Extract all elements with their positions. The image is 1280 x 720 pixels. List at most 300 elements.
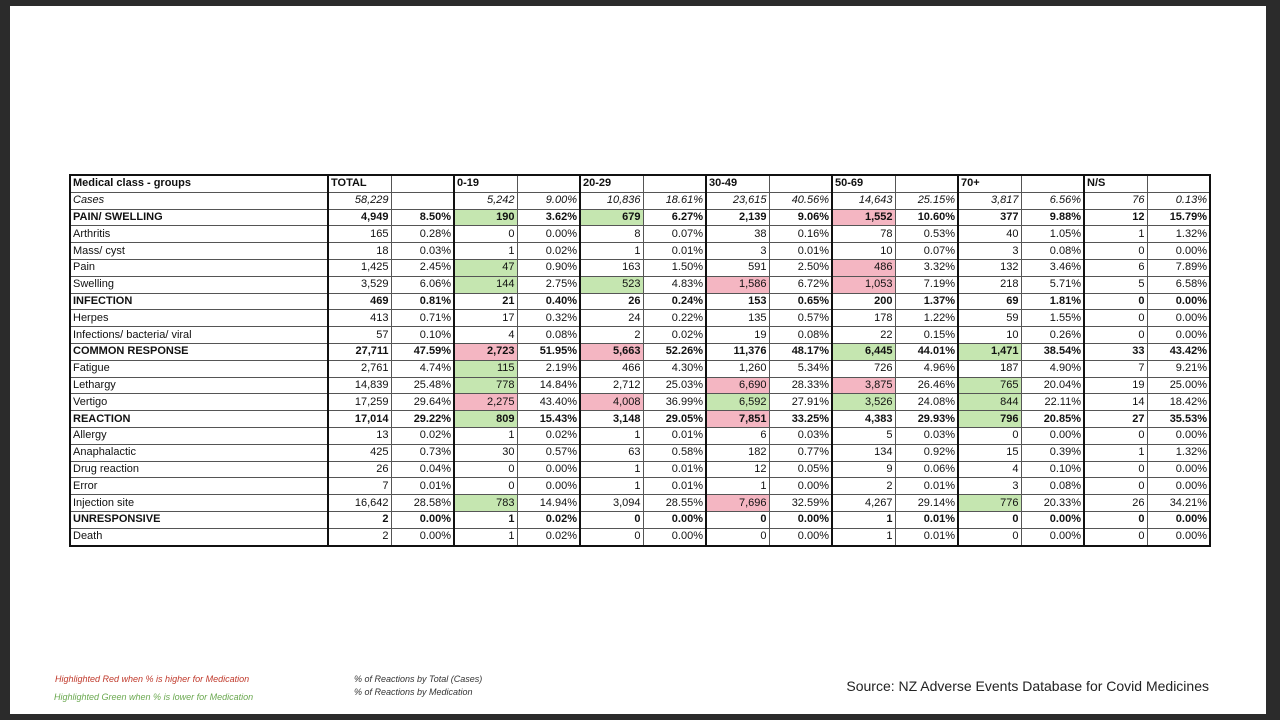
column-header [1021, 175, 1084, 192]
percent-cell: 0.65% [769, 293, 832, 310]
percent-cell: 1.32% [1147, 444, 1210, 461]
count-cell: 679 [580, 209, 643, 226]
count-cell: 0 [1084, 293, 1147, 310]
percent-cell: 52.26% [643, 343, 706, 360]
count-cell: 26 [580, 293, 643, 310]
row-label: PAIN/ SWELLING [70, 209, 328, 226]
percent-cell: 0.40% [517, 293, 580, 310]
percent-cell: 0.07% [643, 226, 706, 243]
column-header: TOTAL [328, 175, 391, 192]
count-cell: 783 [454, 495, 517, 512]
percent-cell: 0.00% [1147, 310, 1210, 327]
legend-red-note: Highlighted Red when % is higher for Medication [55, 674, 250, 684]
percent-cell: 29.64% [391, 394, 454, 411]
percent-cell: 44.01% [895, 343, 958, 360]
count-cell: 591 [706, 259, 769, 276]
percent-cell: 2.19% [517, 360, 580, 377]
column-header: N/S [1084, 175, 1147, 192]
percent-cell: 0.05% [769, 461, 832, 478]
percent-cell: 25.00% [1147, 377, 1210, 394]
count-cell: 1 [832, 528, 895, 545]
count-cell: 8 [580, 226, 643, 243]
percent-cell: 4.90% [1021, 360, 1084, 377]
percent-cell: 7.19% [895, 276, 958, 293]
count-cell: 12 [1084, 209, 1147, 226]
count-cell: 5 [1084, 276, 1147, 293]
count-cell: 776 [958, 495, 1021, 512]
table-row [70, 310, 1210, 327]
count-cell: 765 [958, 377, 1021, 394]
percent-cell: 29.14% [895, 495, 958, 512]
column-header [769, 175, 832, 192]
table-row [70, 276, 1210, 293]
count-cell: 2 [580, 327, 643, 344]
row-label: Cases [70, 192, 328, 209]
count-cell: 23,615 [706, 192, 769, 209]
count-cell: 57 [328, 327, 391, 344]
count-cell: 163 [580, 259, 643, 276]
column-header [643, 175, 706, 192]
count-cell: 63 [580, 444, 643, 461]
percent-cell: 5.34% [769, 360, 832, 377]
count-cell: 6,445 [832, 343, 895, 360]
table-row [70, 360, 1210, 377]
count-cell: 190 [454, 209, 517, 226]
count-cell: 134 [832, 444, 895, 461]
percent-cell: 36.99% [643, 394, 706, 411]
percent-cell: 2.45% [391, 259, 454, 276]
percent-cell: 51.95% [517, 343, 580, 360]
table-row [70, 411, 1210, 428]
percent-cell: 14.94% [517, 495, 580, 512]
count-cell: 4 [454, 327, 517, 344]
table-row [70, 226, 1210, 243]
count-cell: 3 [958, 478, 1021, 495]
percent-cell: 34.21% [1147, 495, 1210, 512]
percent-cell: 0.00% [1147, 327, 1210, 344]
percent-cell: 0.24% [643, 293, 706, 310]
percent-cell: 43.42% [1147, 343, 1210, 360]
column-header-label: Medical class - groups [70, 175, 328, 192]
legend-pct-total-note: % of Reactions by Total (Cases) [354, 674, 483, 684]
count-cell: 413 [328, 310, 391, 327]
percent-cell: 0.57% [517, 444, 580, 461]
count-cell: 7 [328, 478, 391, 495]
percent-cell: 0.00% [1021, 528, 1084, 545]
table-row [70, 243, 1210, 260]
count-cell: 0 [958, 427, 1021, 444]
percent-cell: 0.00% [391, 511, 454, 528]
percent-cell: 0.02% [517, 427, 580, 444]
count-cell: 1 [454, 528, 517, 545]
count-cell: 69 [958, 293, 1021, 310]
row-label: Error [70, 478, 328, 495]
row-label: UNRESPONSIVE [70, 511, 328, 528]
percent-cell: 26.46% [895, 377, 958, 394]
row-label: Herpes [70, 310, 328, 327]
count-cell: 1,053 [832, 276, 895, 293]
count-cell: 17,014 [328, 411, 391, 428]
percent-cell: 29.93% [895, 411, 958, 428]
count-cell: 2,139 [706, 209, 769, 226]
percent-cell: 0.00% [769, 478, 832, 495]
count-cell: 2,712 [580, 377, 643, 394]
count-cell: 4,267 [832, 495, 895, 512]
count-cell: 0 [1084, 310, 1147, 327]
percent-cell: 0.00% [769, 528, 832, 545]
count-cell: 0 [454, 226, 517, 243]
count-cell: 844 [958, 394, 1021, 411]
percent-cell: 1.81% [1021, 293, 1084, 310]
count-cell: 469 [328, 293, 391, 310]
percent-cell: 0.00% [1021, 511, 1084, 528]
count-cell: 0 [1084, 528, 1147, 545]
count-cell: 0 [1084, 427, 1147, 444]
percent-cell: 2.50% [769, 259, 832, 276]
count-cell: 9 [832, 461, 895, 478]
count-cell: 523 [580, 276, 643, 293]
count-cell: 78 [832, 226, 895, 243]
percent-cell: 0.04% [391, 461, 454, 478]
column-header: 50-69 [832, 175, 895, 192]
percent-cell: 0.73% [391, 444, 454, 461]
count-cell: 425 [328, 444, 391, 461]
percent-cell: 0.02% [517, 528, 580, 545]
count-cell: 33 [1084, 343, 1147, 360]
table-row [70, 427, 1210, 444]
count-cell: 144 [454, 276, 517, 293]
percent-cell: 0.13% [1147, 192, 1210, 209]
percent-cell: 0.71% [391, 310, 454, 327]
table-row [70, 478, 1210, 495]
row-label: Anaphalactic [70, 444, 328, 461]
count-cell: 165 [328, 226, 391, 243]
count-cell: 182 [706, 444, 769, 461]
percent-cell: 0.00% [517, 461, 580, 478]
count-cell: 1 [832, 511, 895, 528]
percent-cell: 0.00% [517, 226, 580, 243]
percent-cell: 1.55% [1021, 310, 1084, 327]
row-label: INFECTION [70, 293, 328, 310]
percent-cell: 20.04% [1021, 377, 1084, 394]
percent-cell: 14.84% [517, 377, 580, 394]
percent-cell: 47.59% [391, 343, 454, 360]
count-cell: 6,690 [706, 377, 769, 394]
percent-cell: 0.58% [643, 444, 706, 461]
percent-cell: 9.00% [517, 192, 580, 209]
count-cell: 7 [1084, 360, 1147, 377]
percent-cell: 0.06% [895, 461, 958, 478]
count-cell: 178 [832, 310, 895, 327]
count-cell: 1 [454, 511, 517, 528]
row-label: Injection site [70, 495, 328, 512]
percent-cell: 0.00% [1147, 511, 1210, 528]
count-cell: 778 [454, 377, 517, 394]
count-cell: 17 [454, 310, 517, 327]
count-cell: 5 [832, 427, 895, 444]
table-row [70, 327, 1210, 344]
percent-cell: 0.00% [391, 528, 454, 545]
count-cell: 14,643 [832, 192, 895, 209]
count-cell: 1 [454, 427, 517, 444]
percent-cell: 1.32% [1147, 226, 1210, 243]
row-label: Fatigue [70, 360, 328, 377]
count-cell: 0 [1084, 327, 1147, 344]
count-cell: 486 [832, 259, 895, 276]
percent-cell: 27.91% [769, 394, 832, 411]
percent-cell: 0.08% [517, 327, 580, 344]
count-cell: 115 [454, 360, 517, 377]
count-cell: 1 [454, 243, 517, 260]
percent-cell [391, 192, 454, 209]
percent-cell: 4.96% [895, 360, 958, 377]
percent-cell: 22.11% [1021, 394, 1084, 411]
count-cell: 1 [1084, 444, 1147, 461]
percent-cell: 0.07% [895, 243, 958, 260]
percent-cell: 1.37% [895, 293, 958, 310]
count-cell: 38 [706, 226, 769, 243]
percent-cell: 0.00% [1147, 243, 1210, 260]
percent-cell: 43.40% [517, 394, 580, 411]
count-cell: 0 [454, 461, 517, 478]
table-row [70, 461, 1210, 478]
percent-cell: 6.58% [1147, 276, 1210, 293]
percent-cell: 0.00% [1147, 461, 1210, 478]
legend-green-note: Highlighted Green when % is lower for Medication [54, 692, 254, 702]
percent-cell: 0.01% [643, 461, 706, 478]
column-header: 0-19 [454, 175, 517, 192]
count-cell: 27,711 [328, 343, 391, 360]
count-cell: 22 [832, 327, 895, 344]
count-cell: 200 [832, 293, 895, 310]
row-label: Drug reaction [70, 461, 328, 478]
percent-cell: 7.89% [1147, 259, 1210, 276]
count-cell: 30 [454, 444, 517, 461]
percent-cell: 0.53% [895, 226, 958, 243]
percent-cell: 1.22% [895, 310, 958, 327]
count-cell: 58,229 [328, 192, 391, 209]
count-cell: 4,949 [328, 209, 391, 226]
percent-cell: 0.10% [1021, 461, 1084, 478]
count-cell: 153 [706, 293, 769, 310]
count-cell: 3,148 [580, 411, 643, 428]
count-cell: 1,586 [706, 276, 769, 293]
percent-cell: 0.00% [1147, 427, 1210, 444]
percent-cell: 1.05% [1021, 226, 1084, 243]
percent-cell: 0.03% [895, 427, 958, 444]
percent-cell: 0.00% [643, 511, 706, 528]
percent-cell: 6.06% [391, 276, 454, 293]
legend-pct-medication-note: % of Reactions by Medication [354, 687, 473, 697]
row-label: Arthritis [70, 226, 328, 243]
percent-cell: 25.48% [391, 377, 454, 394]
row-label: REACTION [70, 411, 328, 428]
count-cell: 40 [958, 226, 1021, 243]
count-cell: 17,259 [328, 394, 391, 411]
count-cell: 132 [958, 259, 1021, 276]
count-cell: 24 [580, 310, 643, 327]
row-label: Mass/ cyst [70, 243, 328, 260]
percent-cell: 0.01% [643, 427, 706, 444]
column-header: 20-29 [580, 175, 643, 192]
count-cell: 2 [832, 478, 895, 495]
percent-cell: 24.08% [895, 394, 958, 411]
count-cell: 5,242 [454, 192, 517, 209]
percent-cell: 15.43% [517, 411, 580, 428]
percent-cell: 10.60% [895, 209, 958, 226]
count-cell: 15 [958, 444, 1021, 461]
count-cell: 59 [958, 310, 1021, 327]
count-cell: 18 [328, 243, 391, 260]
count-cell: 466 [580, 360, 643, 377]
table-row [70, 293, 1210, 310]
percent-cell: 3.62% [517, 209, 580, 226]
percent-cell: 0.15% [895, 327, 958, 344]
table-row [70, 444, 1210, 461]
table-row [70, 495, 1210, 512]
count-cell: 2 [328, 511, 391, 528]
percent-cell: 18.61% [643, 192, 706, 209]
count-cell: 2,723 [454, 343, 517, 360]
count-cell: 1,471 [958, 343, 1021, 360]
column-header: 30-49 [706, 175, 769, 192]
count-cell: 0 [580, 528, 643, 545]
slide [10, 6, 1266, 714]
percent-cell: 0.03% [769, 427, 832, 444]
row-label: COMMON RESPONSE [70, 343, 328, 360]
count-cell: 135 [706, 310, 769, 327]
count-cell: 76 [1084, 192, 1147, 209]
percent-cell: 32.59% [769, 495, 832, 512]
percent-cell: 0.00% [1021, 427, 1084, 444]
table-row [70, 343, 1210, 360]
adverse-events-table [69, 174, 1211, 547]
percent-cell: 9.88% [1021, 209, 1084, 226]
count-cell: 10 [832, 243, 895, 260]
count-cell: 0 [958, 511, 1021, 528]
count-cell: 1,552 [832, 209, 895, 226]
percent-cell: 0.01% [391, 478, 454, 495]
percent-cell: 0.00% [1147, 478, 1210, 495]
count-cell: 0 [1084, 461, 1147, 478]
count-cell: 1 [1084, 226, 1147, 243]
percent-cell: 29.05% [643, 411, 706, 428]
percent-cell: 0.08% [769, 327, 832, 344]
percent-cell: 0.26% [1021, 327, 1084, 344]
count-cell: 809 [454, 411, 517, 428]
count-cell: 0 [454, 478, 517, 495]
percent-cell: 0.01% [643, 243, 706, 260]
row-label: Allergy [70, 427, 328, 444]
percent-cell: 6.56% [1021, 192, 1084, 209]
percent-cell: 0.01% [895, 478, 958, 495]
count-cell: 2,275 [454, 394, 517, 411]
count-cell: 3,875 [832, 377, 895, 394]
percent-cell: 0.39% [1021, 444, 1084, 461]
count-cell: 6,592 [706, 394, 769, 411]
count-cell: 7,851 [706, 411, 769, 428]
percent-cell: 25.15% [895, 192, 958, 209]
percent-cell: 0.28% [391, 226, 454, 243]
table-row [70, 377, 1210, 394]
row-label: Pain [70, 259, 328, 276]
percent-cell: 0.77% [769, 444, 832, 461]
count-cell: 0 [706, 528, 769, 545]
count-cell: 218 [958, 276, 1021, 293]
percent-cell: 35.53% [1147, 411, 1210, 428]
percent-cell: 28.55% [643, 495, 706, 512]
percent-cell: 15.79% [1147, 209, 1210, 226]
count-cell: 6 [706, 427, 769, 444]
column-header: 70+ [958, 175, 1021, 192]
count-cell: 0 [580, 511, 643, 528]
percent-cell: 0.01% [895, 528, 958, 545]
percent-cell: 0.81% [391, 293, 454, 310]
percent-cell: 0.01% [769, 243, 832, 260]
count-cell: 3 [958, 243, 1021, 260]
percent-cell: 38.54% [1021, 343, 1084, 360]
column-header [895, 175, 958, 192]
percent-cell: 8.50% [391, 209, 454, 226]
count-cell: 19 [706, 327, 769, 344]
percent-cell: 1.50% [643, 259, 706, 276]
percent-cell: 4.74% [391, 360, 454, 377]
table-row [70, 259, 1210, 276]
table-row [70, 394, 1210, 411]
source-caption: Source: NZ Adverse Events Database for Covid Medicines [846, 678, 1209, 694]
percent-cell: 0.90% [517, 259, 580, 276]
count-cell: 3,817 [958, 192, 1021, 209]
count-cell: 796 [958, 411, 1021, 428]
percent-cell: 0.00% [517, 478, 580, 495]
count-cell: 0 [1084, 478, 1147, 495]
percent-cell: 20.33% [1021, 495, 1084, 512]
row-label: Infections/ bacteria/ viral [70, 327, 328, 344]
percent-cell: 29.22% [391, 411, 454, 428]
percent-cell: 0.02% [643, 327, 706, 344]
percent-cell: 0.01% [895, 511, 958, 528]
count-cell: 26 [1084, 495, 1147, 512]
percent-cell: 0.10% [391, 327, 454, 344]
table-row [70, 209, 1210, 226]
percent-cell: 28.58% [391, 495, 454, 512]
percent-cell: 0.16% [769, 226, 832, 243]
count-cell: 4,383 [832, 411, 895, 428]
percent-cell: 4.83% [643, 276, 706, 293]
count-cell: 27 [1084, 411, 1147, 428]
percent-cell: 0.00% [769, 511, 832, 528]
percent-cell: 9.21% [1147, 360, 1210, 377]
percent-cell: 0.00% [1147, 293, 1210, 310]
count-cell: 26 [328, 461, 391, 478]
count-cell: 4 [958, 461, 1021, 478]
count-cell: 1 [580, 243, 643, 260]
percent-cell: 2.75% [517, 276, 580, 293]
count-cell: 1 [580, 461, 643, 478]
percent-cell: 6.27% [643, 209, 706, 226]
row-label: Death [70, 528, 328, 545]
count-cell: 6 [1084, 259, 1147, 276]
table-row [70, 511, 1210, 528]
percent-cell: 0.03% [391, 243, 454, 260]
percent-cell: 0.01% [643, 478, 706, 495]
count-cell: 14,839 [328, 377, 391, 394]
count-cell: 3,529 [328, 276, 391, 293]
percent-cell: 0.02% [517, 243, 580, 260]
table-row [70, 528, 1210, 545]
row-label: Vertigo [70, 394, 328, 411]
column-header [517, 175, 580, 192]
